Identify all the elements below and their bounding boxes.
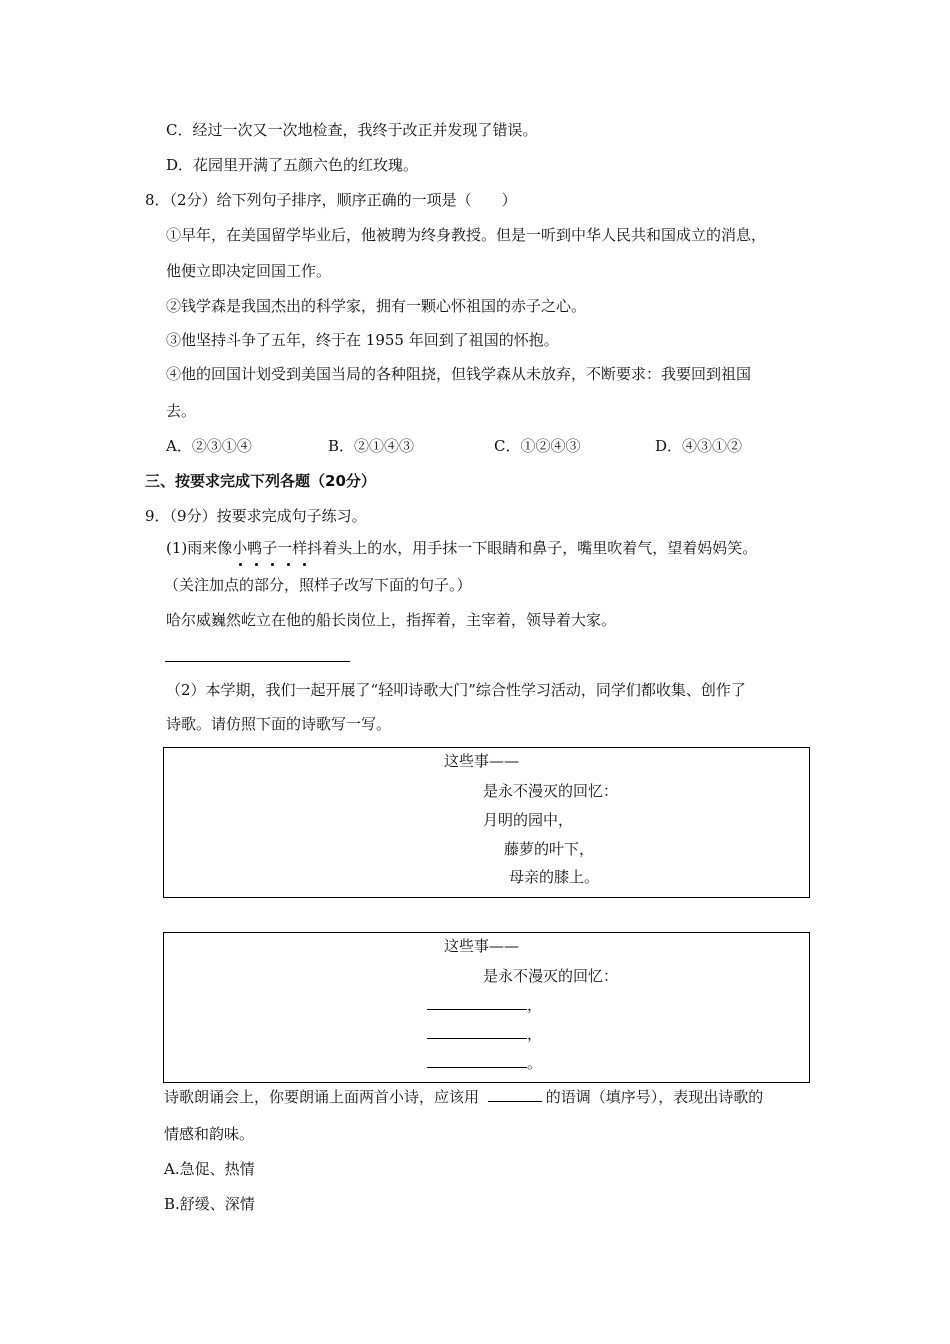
q9-tone-line-b: 情感和韵味。 (164, 1125, 255, 1143)
emphasis-dot (303, 563, 306, 566)
q9-choice-b: B.舒缓、深情 (164, 1195, 255, 1213)
q7-option-d: D．花园里开满了五颜六色的红玫瑰。 (166, 156, 419, 174)
poem1-line-1: 这些事—— (444, 752, 520, 770)
q7-option-c: C．经过一次又一次地检查，我终于改正并发现了错误。 (166, 121, 538, 139)
poem2-punct-1: ， (527, 996, 543, 1014)
poem2-punct-3: 。 (527, 1054, 543, 1072)
poem2-blank-1[interactable] (427, 995, 527, 1010)
poem2-blank-3[interactable] (427, 1053, 527, 1068)
q8-option-a: A．②③①④ (166, 437, 252, 455)
q9-part2-line-a: （2）本学期，我们一起开展了“轻叩诗歌大门”综合性学习活动，同学们都收集、创作了 (166, 681, 746, 699)
poem2-answer-row-1 (427, 995, 542, 1015)
q8-option-d: D．④③①② (655, 437, 743, 455)
poem2-blank-2[interactable] (427, 1024, 527, 1039)
poem2-punct-2: ， (527, 1025, 543, 1043)
poem2-answer-row-2 (427, 1024, 542, 1044)
q9-tone-post: 的语调（填序号），表现出诗歌的 (545, 1088, 764, 1106)
q8-sentence-2: ②钱学森是我国杰出的科学家，拥有一颗心怀祖国的赤子之心。 (166, 297, 587, 315)
poem1-line-5: 母亲的膝上。 (509, 868, 600, 886)
poem1-line-3: 月明的园中， (483, 811, 574, 829)
q9-part1-answer-line[interactable] (165, 661, 350, 662)
q9-choice-a: A.急促、热情 (164, 1160, 255, 1178)
emphasis-dot (271, 563, 274, 566)
q8-option-c: C．①②④③ (494, 437, 581, 455)
poem1-line-4: 藤萝的叶下， (504, 840, 595, 858)
emphasis-dot (255, 563, 258, 566)
q8-sentence-4a: ④他的回国计划受到美国当局的各种阻挠，但钱学森从未放弃，不断要求：我要回到祖国 (166, 365, 752, 383)
q9-tone-pre: 诗歌朗诵会上，你要朗诵上面两首小诗，应该用 (164, 1088, 480, 1106)
q8-sentence-3: ③他坚持斗争了五年，终于在 1955 年回到了祖国的怀抱。 (166, 331, 559, 349)
q8-sentence-1b: 他便立即决定回国工作。 (166, 262, 332, 280)
q9-part2-line-b: 诗歌。请仿照下面的诗歌写一写。 (166, 715, 392, 733)
q9-part1-example: (1)雨来像小鸭子一样抖着头上的水，用手抹一下眼睛和鼻子，嘴里吹着气，望着妈妈笑。 (166, 539, 758, 557)
poem1-line-2: 是永不漫灭的回忆： (483, 782, 619, 800)
poem2-line-2: 是永不漫灭的回忆： (483, 967, 619, 985)
q9-tone-blank[interactable] (488, 1087, 542, 1102)
q9-part1-note: （关注加点的部分，照样子改写下面的句子。） (164, 576, 472, 594)
q9-stem: 9．（9分）按要求完成句子练习。 (145, 507, 367, 525)
q8-stem: 8．（2分）给下列句子排序，顺序正确的一项是（ ） (145, 191, 517, 209)
section-heading: 三、按要求完成下列各题（20分） (145, 472, 376, 490)
q9-part1-sentence: 哈尔威巍然屹立在他的船长岗位上，指挥着，主宰着，领导着大家。 (166, 611, 617, 629)
poem2-answer-row-3 (427, 1053, 542, 1073)
q8-sentence-4b: 去。 (166, 402, 197, 420)
poem2-line-1: 这些事—— (444, 937, 520, 955)
q8-sentence-1a: ①早年，在美国留学毕业后，他被聘为终身教授。但是一听到中华人民共和国成立的消息， (166, 226, 767, 244)
emphasis-dot (287, 563, 290, 566)
emphasis-dot (239, 563, 242, 566)
q9-tone-line-a (164, 1087, 763, 1107)
q8-option-b: B．②①④③ (328, 437, 415, 455)
